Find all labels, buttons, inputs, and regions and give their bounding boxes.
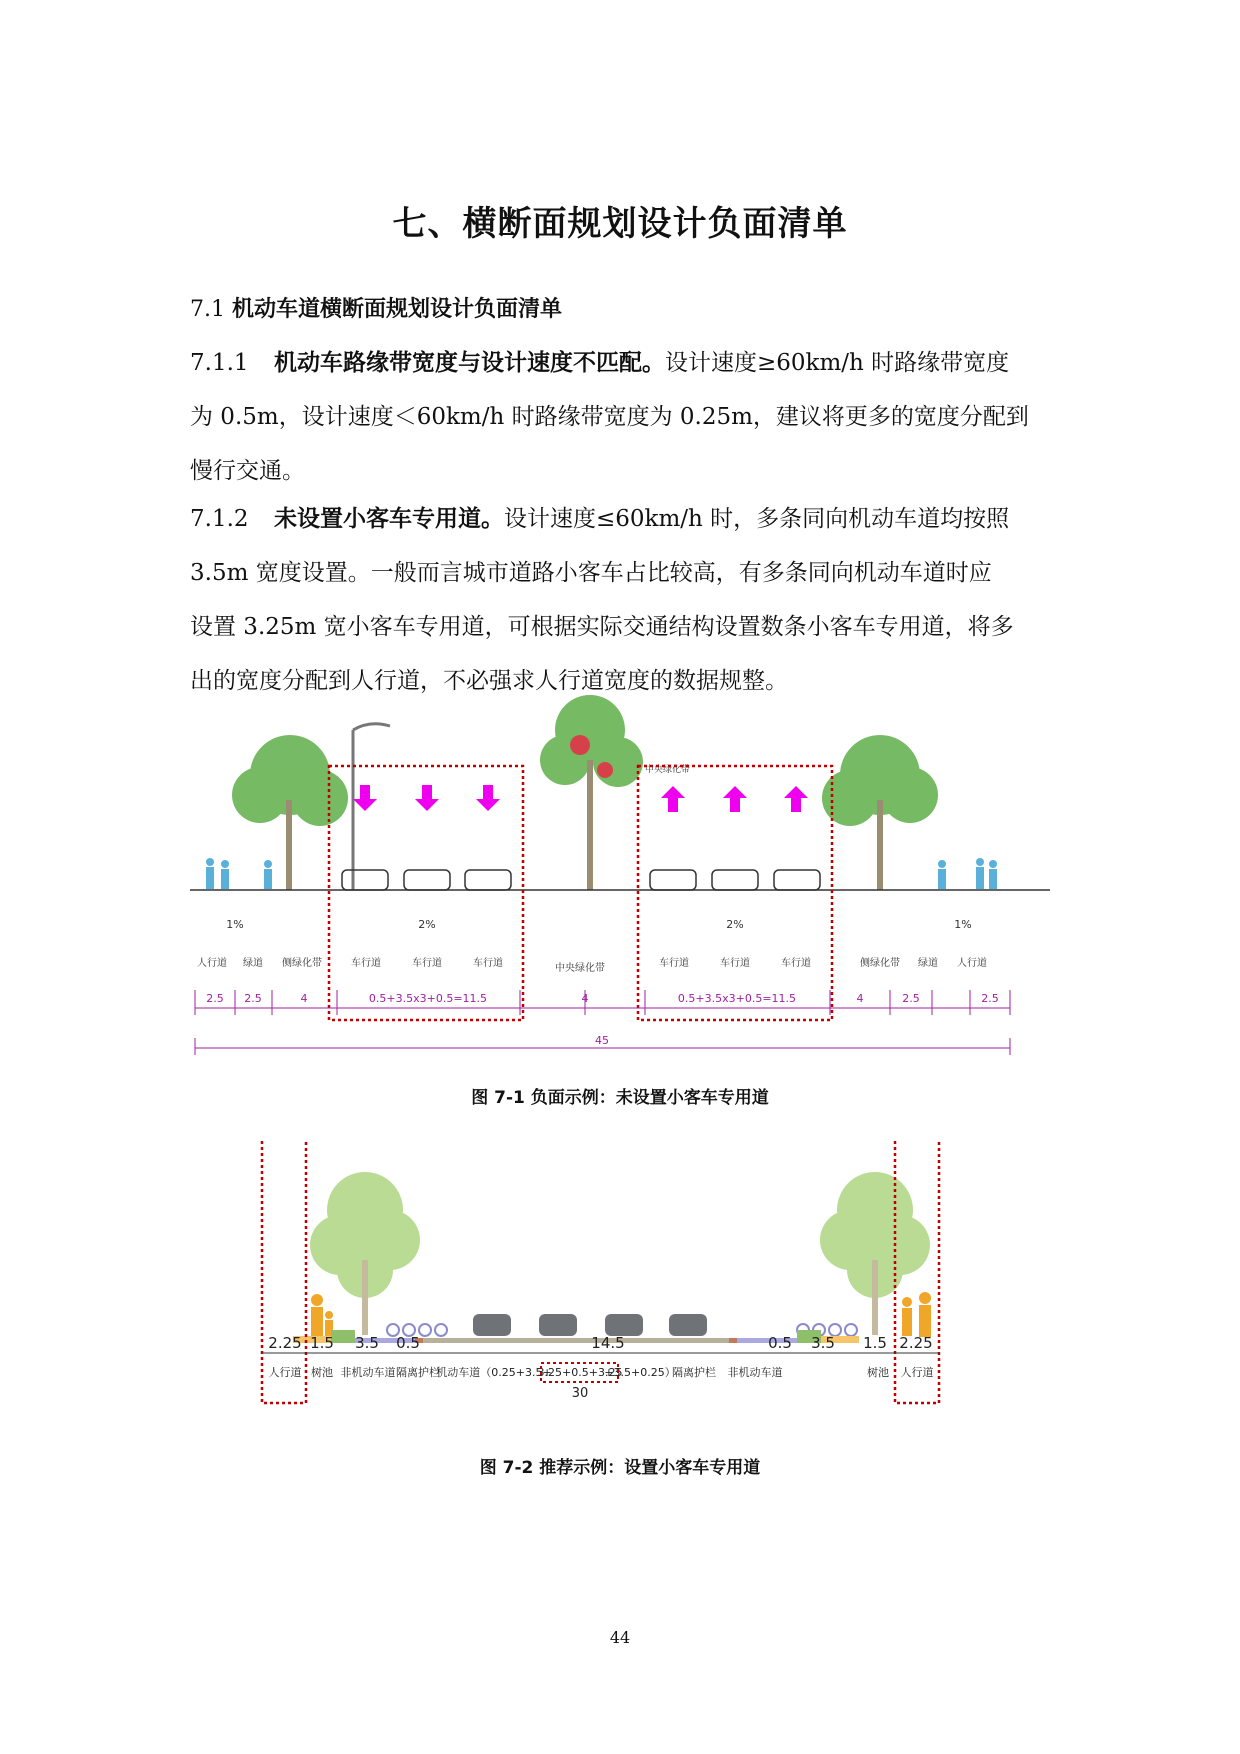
- lane-label: 人行道: [268, 1366, 302, 1379]
- lane-label: 中央绿化带: [555, 963, 605, 974]
- figure-7-1-caption: 图 7-1 负面示例：未设置小客车专用道: [471, 1088, 769, 1108]
- item-text: 3.5m 宽度设置。一般而言城市道路小客车占比较高，有多条同向机动车道时应: [190, 560, 992, 586]
- street-lamp-icon: [353, 724, 390, 890]
- lane-label: 机动车道（0.25+3.5+: [436, 1366, 552, 1379]
- item-text: 设置 3.25m 宽小客车专用道，可根据实际交通结构设置数条小客车专用道，将多: [190, 614, 1014, 640]
- dimension-value: 4: [300, 992, 308, 1005]
- dimension-value: 2.5: [206, 992, 224, 1005]
- dimension-value: 0.5: [396, 1334, 420, 1352]
- dimension-value: 0.5+3.5x3+0.5=11.5: [677, 992, 797, 1005]
- highlight-box: [262, 1140, 306, 1403]
- slope-label: 2%: [418, 918, 436, 931]
- lane-label: 车行道: [781, 958, 811, 969]
- lane-label: 人行道: [900, 1366, 934, 1379]
- dimension-value: 4: [581, 992, 589, 1005]
- tree-icon: [822, 735, 938, 890]
- slope-label: 1%: [226, 918, 244, 931]
- lane-label: 隔离护栏: [396, 1366, 440, 1379]
- dimension-value: 0.5+3.5x3+0.5=11.5: [368, 992, 488, 1005]
- lane-label: 车行道: [473, 958, 503, 969]
- dimension-value: 2.25: [268, 1334, 302, 1352]
- lane-label: 非机动车道: [340, 1366, 396, 1379]
- item-number: 7.1.2: [190, 506, 249, 532]
- item-text: 出的宽度分配到人行道，不必强求人行道宽度的数据规整。: [190, 668, 788, 694]
- dimension-value: 14.5: [591, 1334, 625, 1352]
- dimension-value: 4: [856, 992, 864, 1005]
- dimension-value: 2.25: [899, 1334, 933, 1352]
- total-dimension: 45: [595, 1034, 609, 1047]
- item-text: 为 0.5m，设计速度＜60km/h 时路缘带宽度为 0.25m，建议将更多的宽度分配到: [190, 404, 1029, 430]
- lane-label: 非机动车道: [727, 1366, 783, 1379]
- item-text: 慢行交通。: [190, 458, 305, 484]
- lane-label: 侧绿化带: [860, 958, 900, 969]
- dimension-value: 3.5: [811, 1334, 835, 1352]
- dimension-value: 1.5: [863, 1334, 887, 1352]
- section-title: 机动车道横断面规划设计负面清单: [232, 297, 563, 322]
- figure-7-2-annotations: [250, 1140, 950, 1430]
- item-number: 7.1.1: [190, 350, 249, 376]
- up-arrow-icon: [661, 786, 808, 812]
- lane-label: 树池: [311, 1366, 333, 1379]
- page-number: 44: [609, 1628, 631, 1647]
- dimension-value: 2.5: [244, 992, 262, 1005]
- slope-label: 1%: [954, 918, 972, 931]
- paragraph-7-1-1: [190, 336, 1050, 498]
- lane-label: 车行道: [412, 958, 442, 969]
- dimension-value: 3.5: [355, 1334, 379, 1352]
- lane-label: 绿道: [918, 958, 938, 969]
- page-title: 七、横断面规划设计负面清单: [392, 204, 848, 244]
- lane-label: 车行道: [720, 958, 750, 969]
- dimension-value: 2.5: [902, 992, 920, 1005]
- tree-icon: [540, 695, 643, 890]
- lane-label: 树池: [867, 1366, 889, 1379]
- item-text: 设计速度≥60km/h 时路缘带宽度: [665, 350, 1010, 376]
- slope-label: 2%: [726, 918, 744, 931]
- lane-label: 人行道: [197, 958, 227, 969]
- highlight-box: [895, 1140, 939, 1403]
- lane-label: 车行道: [351, 958, 381, 969]
- lane-label: 隔离护栏: [672, 1366, 716, 1379]
- total-dimension: 30: [571, 1386, 589, 1401]
- dimension-value: 0.5: [768, 1334, 792, 1352]
- lane-label: +3.5+0.25）: [604, 1366, 676, 1379]
- figure-7-1: [190, 690, 1050, 1070]
- lane-label: 3.25+0.5+3.25: [537, 1366, 623, 1379]
- dimension-value: 2.5: [981, 992, 999, 1005]
- item-bold: 未设置小客车专用道。: [274, 506, 504, 532]
- item-text: 设计速度≤60km/h 时，多条同向机动车道均按照: [504, 506, 1010, 532]
- car-icon: [342, 870, 820, 890]
- figure-7-2-caption: 图 7-2 推荐示例：设置小客车专用道: [479, 1458, 761, 1478]
- lane-label: 绿道: [243, 958, 263, 969]
- section-number: 7.1: [190, 297, 225, 322]
- tree-icon: [232, 735, 348, 890]
- lane-label: 人行道: [957, 958, 987, 969]
- down-arrow-icon: [353, 785, 500, 811]
- median-callout: 中央绿化带: [645, 765, 691, 775]
- paragraph-7-1-2: [190, 492, 1050, 708]
- lane-label: 车行道: [659, 958, 689, 969]
- lane-label: 侧绿化带: [282, 958, 322, 969]
- dimension-value: 1.5: [310, 1334, 334, 1352]
- section-heading: [190, 292, 562, 323]
- item-bold: 机动车路缘带宽度与设计速度不匹配。: [274, 350, 665, 376]
